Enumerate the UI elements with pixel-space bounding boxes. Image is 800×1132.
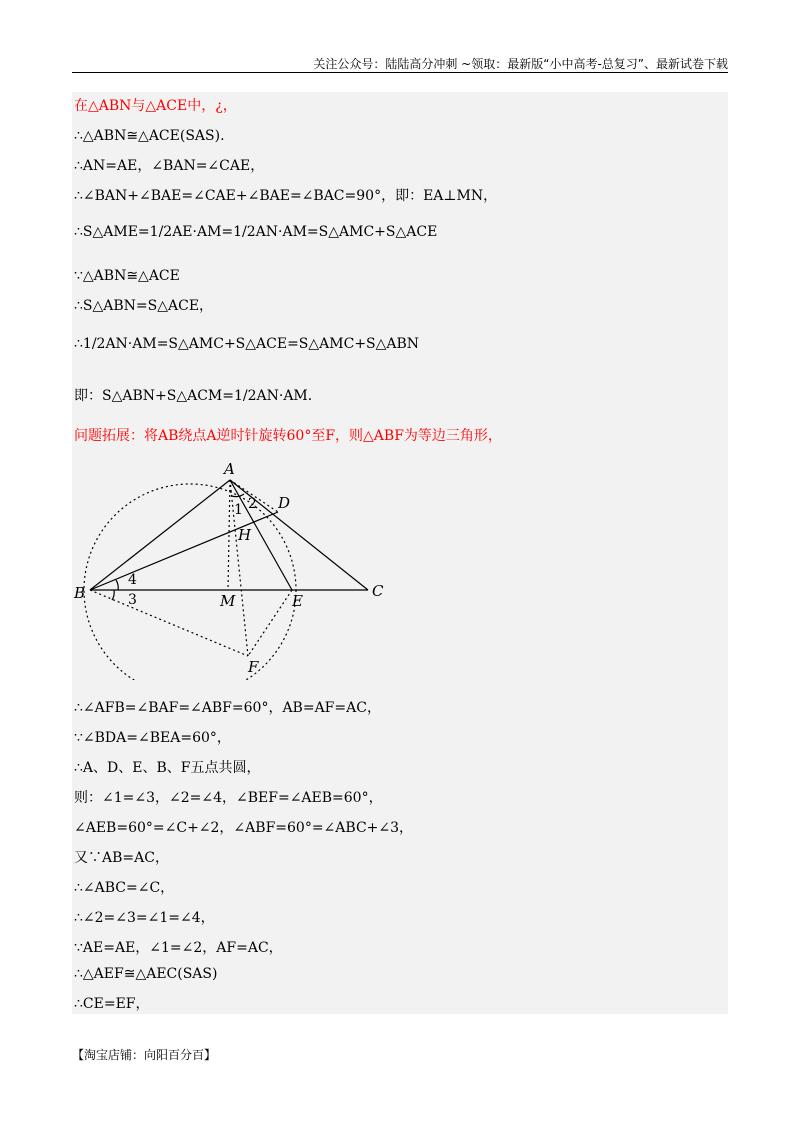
segment-ef [248,590,292,656]
text-line-14: 则：∠1=∠3，∠2=∠4，∠BEF=∠AEB=60°， [74,790,383,806]
text-line-9: 即：S△ABN+S△ACM=1/2AN·AM． [74,388,322,404]
text-line-1: 在△ABN与△ACE中，¿， [74,98,237,114]
page-header [72,52,728,73]
text-line-15: ∠AEB=60°=∠C+∠2，∠ABF=60°=∠ABC+∠3， [74,820,414,836]
label-e: E [292,592,303,610]
geometry-figure [72,460,402,680]
label-b: B [74,584,86,602]
segment-am [228,480,230,590]
text-line-18: ∴∠2=∠3=∠1=∠4， [74,910,215,926]
label-d: D [278,494,291,512]
text-line-20: ∴△AEF≅△AEC(SAS) [74,966,218,982]
label-angle-2: 2 [248,496,257,512]
text-line-6: ∵△ABN≅△ACE [74,268,180,284]
solution-panel [72,92,728,1014]
label-c: C [372,582,384,600]
label-f: F [248,658,259,676]
text-line-2: ∴△ABN≅△ACE(SAS). [74,128,225,144]
angle-arc-3 [112,590,114,600]
angle-arc-4 [116,580,118,590]
segment-ab [90,480,230,590]
text-line-4: ∴∠BAN+∠BAE=∠CAE+∠BAE=∠BAC=90°，即：EA⊥MN， [74,188,498,204]
label-m: M [220,592,236,610]
segment-bd [90,512,278,590]
page-footer [72,1046,216,1063]
text-line-11: ∴∠AFB=∠BAF=∠ABF=60°，AB=AF=AC， [74,700,381,716]
footer-text: 【淘宝店铺：向阳百分百】 [72,1048,217,1062]
text-line-21: ∴CE=EF， [74,996,150,1012]
text-line-8: ∴1/2AN·AM=S△AMC+S△ACE=S△AMC+S△ABN [74,336,420,352]
header-text: 关注公众号：陆陆高分冲刺 ~领取：最新版“小中高考-总复习”、最新试卷下载 [313,57,728,71]
label-a: A [224,460,235,478]
text-line-17: ∴∠ABC=∠C， [74,880,175,896]
label-angle-4: 4 [128,572,137,588]
label-angle-3: 3 [128,592,137,608]
text-line-10: 问题拓展：将AB绕点A逆时针旋转60°至F，则△ABF为等边三角形， [74,428,502,444]
text-line-16: 又∵AB=AC， [74,850,169,866]
text-line-13: ∴A、D、E、B、F五点共圆， [74,760,261,776]
circumcircle [84,484,296,680]
label-h: H [238,526,252,544]
text-line-3: ∴AN=AE，∠BAN=∠CAE， [74,158,265,174]
text-line-12: ∵∠BDA=∠BEA=60°， [74,730,231,746]
text-line-5: ∴S△AME=1/2AE·AM=1/2AN·AM=S△AMC+S△ACE [74,224,438,240]
label-angle-1: 1 [234,502,243,518]
text-line-19: ∵AE=AE，∠1=∠2，AF=AC， [74,940,283,956]
text-line-7: ∴S△ABN=S△ACE， [74,298,214,314]
